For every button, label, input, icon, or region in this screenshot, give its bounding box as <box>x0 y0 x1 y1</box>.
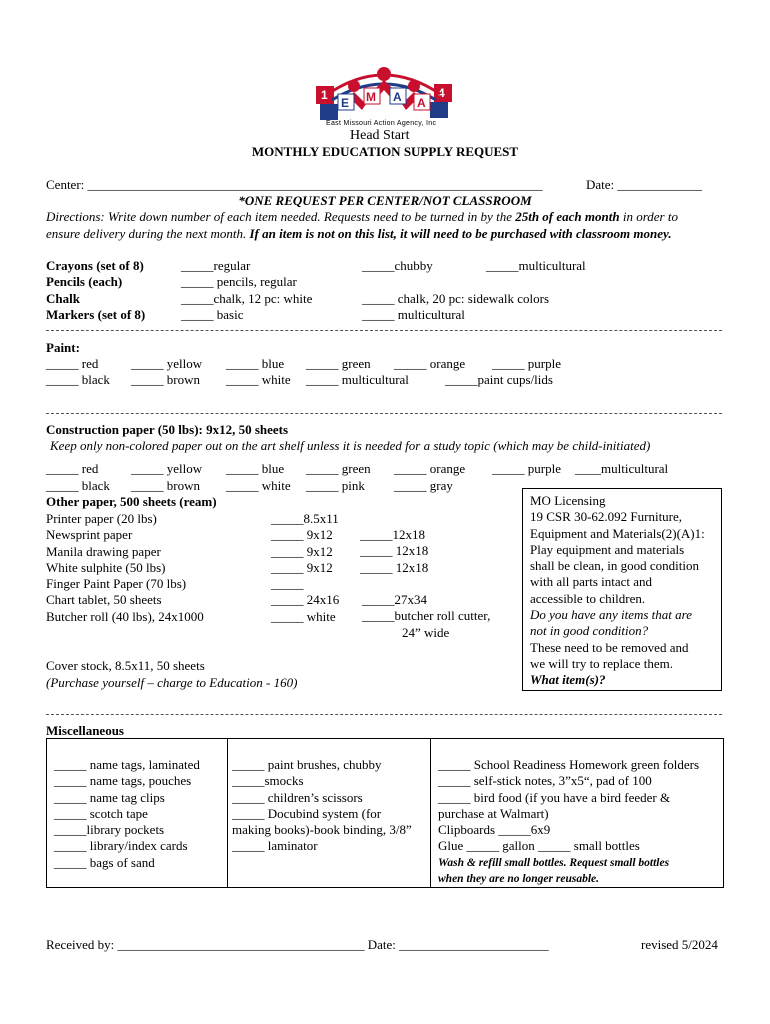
other-paper-sizes-2a <box>360 527 428 576</box>
glue-note: Wash & refill small bottles. Request small bottles <box>438 856 670 869</box>
basic-supplies-col2 <box>181 258 312 323</box>
misc-table <box>46 738 724 888</box>
licensing-line: we will try to replace them. <box>530 655 673 671</box>
pencils-label: Pencils (each) <box>46 274 123 290</box>
directions-line-1 <box>46 209 678 225</box>
misc-item[interactable]: _____ children’s scissors <box>232 789 363 805</box>
construction-brown-field[interactable]: _____ brown <box>131 478 200 493</box>
misc-heading: Miscellaneous <box>46 723 124 738</box>
paint-cups-field[interactable]: _____paint cups/lids <box>445 372 553 387</box>
crayons-label: Crayons (set of 8) <box>46 258 144 273</box>
center-field[interactable]: Center: ______________________________________________________________________ <box>46 177 543 192</box>
misc-item[interactable]: _____ School Readiness Homework green folders <box>438 757 700 772</box>
directions-line-2 <box>46 226 672 242</box>
paint-multicultural-field[interactable]: _____ multicultural <box>306 372 409 387</box>
crayons-chubby-field[interactable]: _____chubby <box>362 258 433 273</box>
other-paper-sizes-1 <box>271 511 339 625</box>
classroom-money-note: If an item is not on this list, it will need to be purchased with classroom money. <box>249 226 672 241</box>
what-items-field[interactable]: What item(s)? <box>530 672 606 688</box>
licensing-line: MO Licensing <box>530 493 606 508</box>
misc-col-2 <box>232 757 412 855</box>
licensing-question: not in good condition? <box>530 623 649 639</box>
cover-stock-label: Cover stock, 8.5x11, 50 sheets <box>46 658 205 673</box>
construction-heading: Construction paper (50 lbs): 9x12, 50 sheets <box>46 422 289 437</box>
paint-green-field[interactable]: _____ green <box>306 356 371 371</box>
paint-yellow-field[interactable]: _____ yellow <box>131 356 203 371</box>
chalk-label: Chalk <box>46 290 80 306</box>
cover-stock-note: (Purchase yourself – charge to Education - 160) <box>46 675 298 690</box>
misc-item[interactable]: _____ laminator <box>232 838 318 854</box>
construction-red-field[interactable]: _____ red <box>46 461 99 476</box>
directions-text: Directions: Write down number of each item needed. Requests need to be turned in by the <box>46 209 516 224</box>
misc-col-divider <box>227 739 228 887</box>
finger-paint-field[interactable]: _____ <box>271 576 304 592</box>
misc-item[interactable]: _____smocks <box>232 773 304 789</box>
butcher-cutter-field[interactable]: _____butcher roll cutter, <box>362 608 491 624</box>
svg-text:E: E <box>341 96 350 110</box>
butcher-white-field[interactable]: _____ white <box>271 608 336 624</box>
misc-item[interactable]: _____ name tags, laminated <box>54 757 200 772</box>
paint-purple-field[interactable]: _____ purple <box>492 356 561 371</box>
newsprint-12x18-field[interactable]: _____12x18 <box>360 527 425 542</box>
paint-red-field[interactable]: _____ red <box>46 356 99 371</box>
misc-col-1 <box>54 757 200 871</box>
deadline: 25th of each month <box>515 209 620 224</box>
crayons-regular-field[interactable]: _____regular <box>181 258 251 273</box>
construction-green-field[interactable]: _____ green <box>306 461 371 476</box>
misc-item[interactable]: _____library pockets <box>54 822 165 838</box>
pencils-regular-field[interactable]: _____ pencils, regular <box>181 274 297 290</box>
paint-heading: Paint: <box>46 340 80 355</box>
cutter-size: 24” wide <box>402 625 450 640</box>
markers-label: Markers (set of 8) <box>46 306 146 322</box>
misc-item[interactable]: Clipboards _____6x9 <box>438 822 551 838</box>
manila-label: Manila drawing paper <box>46 543 161 559</box>
licensing-line: 19 CSR 30-62.092 Furniture, <box>530 509 683 525</box>
date-field[interactable]: Date: _____________ <box>586 177 702 192</box>
licensing-line: with all parts intact and <box>530 574 653 590</box>
manila-9x12-field[interactable]: _____ 9x12 <box>271 543 333 559</box>
sulphite-12x18-field[interactable]: _____ 12x18 <box>360 559 429 575</box>
revised-date: revised 5/2024 <box>641 937 718 952</box>
licensing-line: Play equipment and materials <box>530 541 685 557</box>
misc-item: purchase at Walmart) <box>438 805 549 821</box>
chart-27x34-field[interactable]: _____27x34 <box>362 592 427 607</box>
construction-blue-field[interactable]: _____ blue <box>226 461 285 476</box>
directions-text-2: ensure delivery during the next month. <box>46 226 250 241</box>
construction-purple-field[interactable]: _____ purple <box>492 461 561 476</box>
program-name: Head Start <box>350 128 410 143</box>
misc-col-divider <box>430 739 431 887</box>
misc-col-3 <box>438 757 699 887</box>
glue-note: when they are no longer reusable. <box>438 873 600 886</box>
construction-yellow-field[interactable]: _____ yellow <box>131 461 203 476</box>
misc-item[interactable]: Glue _____ gallon _____ small bottles <box>438 838 640 854</box>
construction-multicultural-field[interactable]: ____multicultural <box>575 461 669 476</box>
printer-paper-label: Printer paper (20 lbs) <box>46 511 157 526</box>
misc-item[interactable]: _____ bird food (if you have a bird feeder & <box>438 789 671 805</box>
licensing-line: accessible to children. <box>530 590 646 606</box>
misc-item[interactable]: _____ self-stick notes, 3”x5“, pad of 100 <box>438 773 652 789</box>
chalk-white-field[interactable]: _____chalk, 12 pc: white <box>181 290 313 306</box>
finger-paint-paper-label: Finger Paint Paper (70 lbs) <box>46 576 187 592</box>
chalk-sidewalk-field[interactable]: _____ chalk, 20 pc: sidewalk colors <box>362 291 550 306</box>
printer-8x11-field[interactable]: _____8.5x11 <box>271 511 339 526</box>
construction-white-field[interactable]: _____ white <box>226 478 291 493</box>
white-sulphite-label: White sulphite (50 lbs) <box>46 559 166 575</box>
markers-basic-field[interactable]: _____ basic <box>181 306 244 322</box>
divider <box>46 330 722 331</box>
butcher-roll-label: Butcher roll (40 lbs), 24x1000 <box>46 608 204 624</box>
misc-item[interactable]: making books)-book binding, 3/8” <box>232 822 412 838</box>
other-paper-heading: Other paper, 500 sheets (ream) <box>46 494 217 509</box>
licensing-line: shall be clean, in good condition <box>530 558 699 574</box>
misc-item[interactable]: _____ library/index cards <box>54 838 188 854</box>
other-paper-items <box>46 511 204 625</box>
sulphite-9x12-field[interactable]: _____ 9x12 <box>271 559 333 575</box>
one-request-note: *ONE REQUEST PER CENTER/NOT CLASSROOM <box>238 193 532 208</box>
misc-item[interactable]: _____ name tag clips <box>54 789 165 805</box>
crayons-multicultural-field[interactable]: _____multicultural <box>486 258 586 273</box>
paint-black-field[interactable]: _____ black <box>46 372 110 387</box>
paint-orange-field[interactable]: _____ orange <box>394 356 466 371</box>
directions-text-end: in order to <box>619 209 678 224</box>
construction-pink-field[interactable]: _____ pink <box>306 478 365 493</box>
licensing-box <box>522 488 722 691</box>
paint-brown-field[interactable]: _____ brown <box>131 372 200 387</box>
newsprint-9x12-field[interactable]: _____ 9x12 <box>271 527 333 543</box>
basic-supplies-labels <box>46 258 145 323</box>
markers-multicultural-field[interactable]: _____ multicultural <box>362 307 465 322</box>
svg-text:4: 4 <box>438 86 445 100</box>
svg-text:A: A <box>417 96 426 110</box>
org-name: East Missouri Action Agency, Inc <box>326 120 437 127</box>
chart-tablet-label: Chart tablet, 50 sheets <box>46 592 162 608</box>
paint-white-field[interactable]: _____ white <box>226 372 291 387</box>
misc-item[interactable]: _____ bags of sand <box>54 854 155 870</box>
construction-orange-field[interactable]: _____ orange <box>394 461 466 476</box>
page-title: MONTHLY EDUCATION SUPPLY REQUEST <box>251 144 519 159</box>
newsprint-label: Newsprint paper <box>46 527 133 543</box>
misc-item[interactable]: _____ scotch tape <box>54 805 148 821</box>
chart-24x16-field[interactable]: _____ 24x16 <box>271 592 340 608</box>
construction-note: Keep only non-colored paper out on the art shelf unless it is needed for a study topic (which may be child-initiated) <box>50 438 651 453</box>
misc-item[interactable]: _____ Docubind system (for <box>232 805 382 821</box>
svg-text:M: M <box>366 90 376 104</box>
divider <box>46 413 722 414</box>
svg-text:1: 1 <box>321 88 328 102</box>
other-paper-sizes-2b <box>362 592 490 625</box>
licensing-line: These need to be removed and <box>530 639 689 655</box>
licensing-question: Do you have any items that are <box>530 607 692 623</box>
construction-gray-field[interactable]: _____ gray <box>394 478 453 493</box>
manila-12x18-field[interactable]: _____ 12x18 <box>360 543 429 559</box>
misc-item[interactable]: _____ name tags, pouches <box>54 773 192 789</box>
licensing-line: Equipment and Materials(2)(A)1: <box>530 525 705 541</box>
received-by-field[interactable]: Received by: ______________________________________ Date: _______________________ <box>46 937 549 952</box>
construction-black-field[interactable]: _____ black <box>46 478 110 493</box>
svg-text:A: A <box>393 90 402 104</box>
misc-item[interactable]: _____ paint brushes, chubby <box>232 757 382 772</box>
paint-blue-field[interactable]: _____ blue <box>226 356 285 371</box>
divider <box>46 714 722 715</box>
